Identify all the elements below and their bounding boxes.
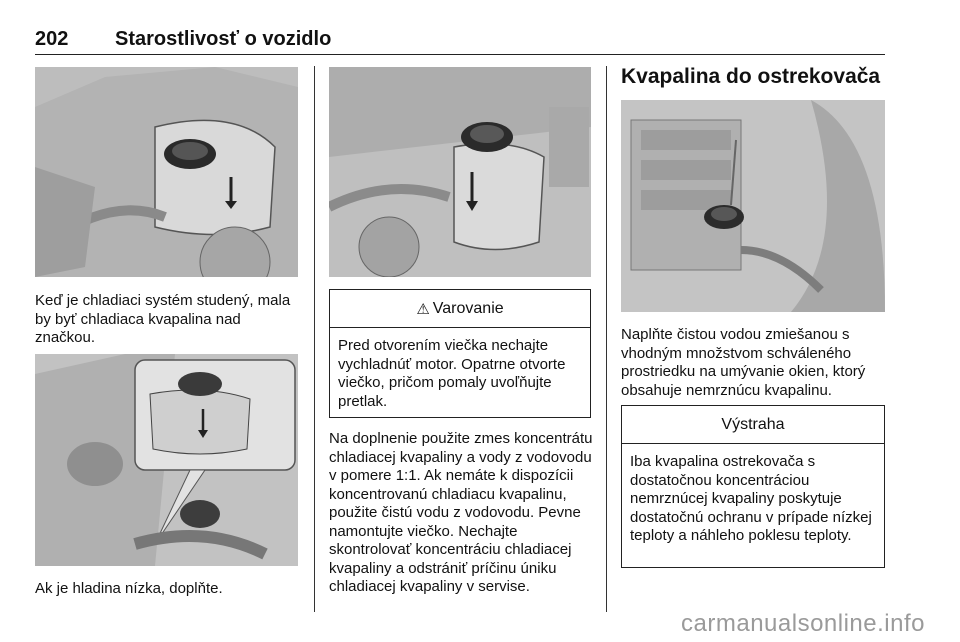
warning-text: Pred otvorením viečka nechajte vychladnúť motor. Opatrne otvorte viečko, pričom pomaly uvoľňujte pretlak. (338, 337, 566, 410)
paragraph-coolant-level: Keď je chladiaci systém studený, mala by byť chladiaca kvapalina nad značkou. (35, 292, 291, 346)
watermark: carmanualsonline.info (681, 610, 925, 637)
coolant-cap-open-illustration (329, 67, 591, 277)
paragraph-refill: Ak je hladina nízka, doplňte. (35, 580, 223, 597)
page-title: Starostlivosť o vozidlo (115, 28, 332, 50)
notice-text: Iba kvapalina ostrekovača s dostatočnou koncentráciou nemrznúcej kvapaliny poskytuje dostatočnú ochranu v prípade nízkej teploty a náhleho poklesu teploty. (630, 453, 872, 544)
section-heading-washer-fluid: Kvapalina do ostrekovača (621, 65, 881, 88)
paragraph-coolant-mix: Na doplnenie použite zmes koncentrátu chladiacej kvapaliny a vody z vodovodu v pomere 1:1. Ak nemáte k dispozícii koncentrovanú chladiacu kvapalinu, použite čistú vodu z vodovodu. Pevne namontujte viečko. Nechajte skontrolovať koncentráciu chladiacej kvapaliny a odstrániť príčinu úniku chladiacej kvapaliny v servise. (329, 430, 593, 595)
paragraph-washer-fill: Naplňte čistou vodou zmiešanou s vhodným množstvom schváleného prostriedku na umývanie okien, ktorý obsahuje nemrznúcu kvapalinu. (621, 326, 866, 399)
warning-box (329, 289, 591, 418)
coolant-reservoir-illustration (35, 67, 298, 277)
notice-heading: Výstraha (721, 415, 785, 433)
warning-triangle-icon: ⚠ (416, 300, 430, 318)
page-header (35, 28, 885, 55)
column-divider-left (314, 66, 315, 612)
page-number: 202 (35, 28, 69, 50)
engine-bay-coolant-illustration (35, 354, 298, 566)
washer-fluid-reservoir-illustration (621, 100, 885, 312)
column-divider-right (606, 66, 607, 612)
warning-box-header (330, 290, 590, 328)
notice-box (621, 405, 885, 568)
notice-box-header (622, 406, 884, 444)
warning-heading: Varovanie (432, 299, 504, 317)
